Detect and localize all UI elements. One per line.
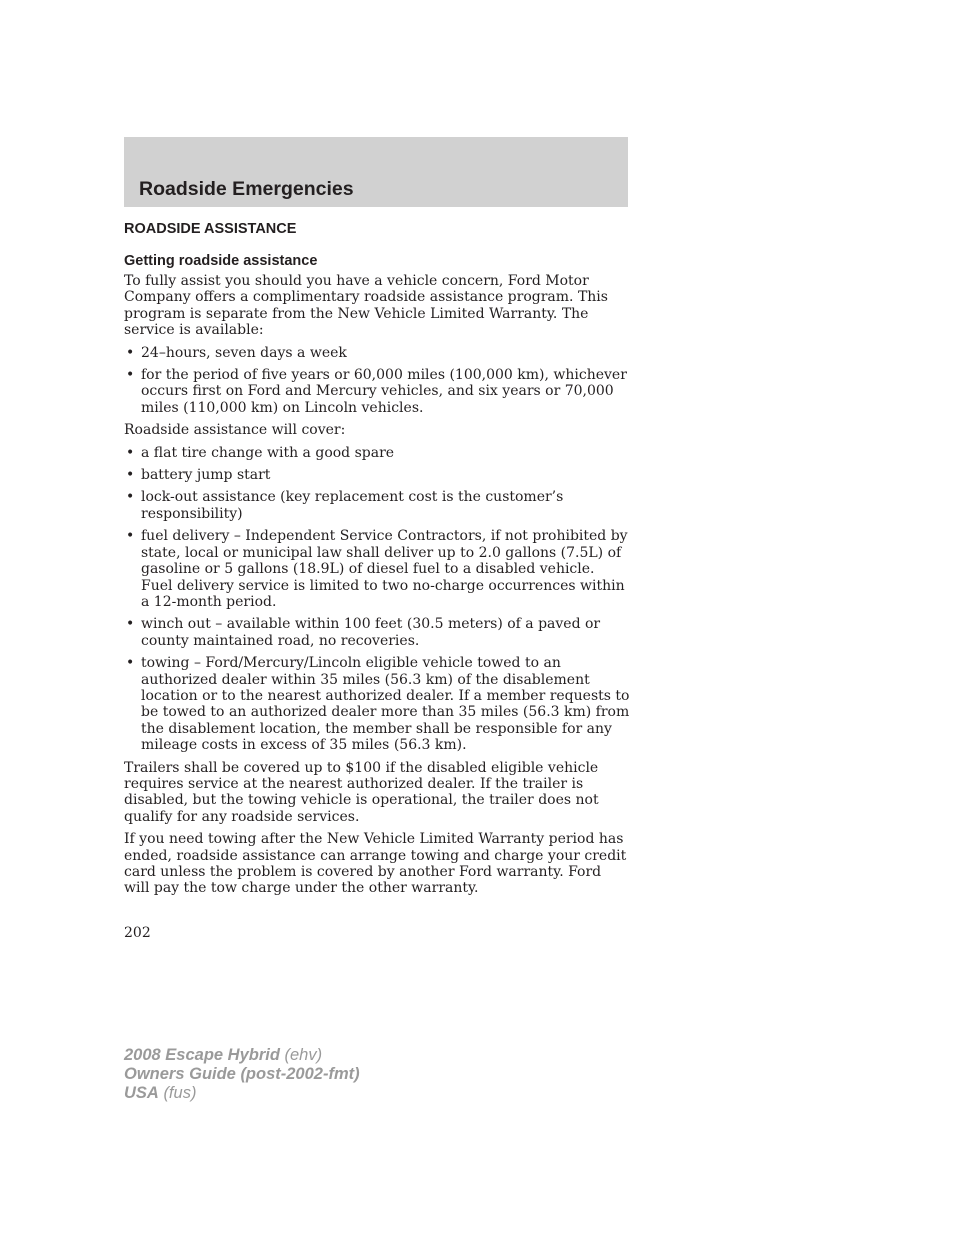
list-item — [124, 445, 630, 461]
footer-market-code: (fus) — [163, 1084, 197, 1102]
list-item-text: fuel delivery – Independent Service Contractors, if not prohibited by state, local or municipal law shall deliver up to 2.0 gallons (7.5L) of gasoline or 5 gallons (18.9L) of diesel fuel to a disabled vehicle. Fuel delivery service is limited to two no-charge occurrences within a 12-month period. — [141, 528, 628, 610]
subsection-title: Getting roadside assistance — [124, 253, 318, 269]
page-number: 202 — [124, 925, 151, 941]
bullet-icon: • — [126, 655, 135, 672]
list-item-text: 24–hours, seven days a week — [141, 344, 347, 361]
footer-guide-name: Owners Guide (post-2002-fmt) — [124, 1065, 360, 1083]
trailers-paragraph: Trailers shall be covered up to $100 if the disabled eligible vehicle requires service at the nearest authorized dealer. If the trailer is disabled, but the towing vehicle is operational, the trailer does not qualify for any roadside services. — [124, 759, 599, 825]
bullet-icon: • — [126, 367, 135, 384]
footer-line-model — [124, 1046, 360, 1065]
coverage-intro: Roadside assistance will cover: — [124, 422, 346, 439]
section-title: ROADSIDE ASSISTANCE — [124, 221, 297, 237]
list-item-text: for the period of five years or 60,000 miles (100,000 km), whichever occurs first on Ford and Mercury vehicles, and six years or 70,000 miles (110,000 km) on Lincoln vehicles. — [141, 367, 627, 416]
towing-after-paragraph: If you need towing after the New Vehicle Limited Warranty period has ended, roadside assistance can arrange towing and charge your credit card unless the problem is covered by another Ford warranty. Ford will pay the tow charge under the other warranty. — [124, 831, 627, 897]
bullet-icon: • — [126, 444, 135, 461]
list-item — [124, 655, 630, 753]
list-item — [124, 489, 630, 522]
bullet-icon: • — [126, 616, 135, 633]
footer-line-market — [124, 1084, 360, 1103]
list-item-text: lock-out assistance (key replacement cost is the customer’s responsibility) — [141, 489, 564, 522]
chapter-header-band — [124, 137, 628, 207]
page-content — [124, 219, 630, 903]
list-item — [124, 528, 630, 610]
coverage-list — [124, 445, 630, 754]
document-footer — [124, 1046, 360, 1103]
list-item-text: towing – Ford/Mercury/Lincoln eligible vehicle towed to an authorized dealer within 35 miles (56.3 km) of the disablement location or to the nearest authorized dealer. If a member requests to be towed to an authorized dealer more than 35 miles (56.3 km) from the disablement location, the member shall be responsible for any mileage costs in excess of 35 miles (56.3 km). — [141, 655, 630, 754]
footer-market-name: USA — [124, 1084, 159, 1102]
footer-model-name: 2008 Escape Hybrid — [124, 1046, 280, 1064]
list-item — [124, 367, 630, 416]
footer-model-code: (ehv) — [284, 1046, 323, 1064]
bullet-icon: • — [126, 344, 135, 361]
bullet-icon: • — [126, 528, 135, 545]
bullet-icon: • — [126, 489, 135, 506]
list-item — [124, 345, 630, 361]
chapter-title: Roadside Emergencies — [139, 178, 354, 200]
list-item — [124, 616, 630, 649]
footer-line-guide — [124, 1065, 360, 1084]
intro-paragraph: To fully assist you should you have a vehicle concern, Ford Motor Company offers a complimentary roadside assistance program. This program is separate from the New Vehicle Limited Warranty. The service is available: — [124, 273, 608, 339]
list-item-text: a flat tire change with a good spare — [141, 444, 395, 461]
list-item-text: winch out – available within 100 feet (30.5 meters) of a paved or county maintained road, no recoveries. — [141, 616, 601, 649]
list-item-text: battery jump start — [141, 467, 271, 484]
list-item — [124, 467, 630, 483]
availability-list — [124, 345, 630, 417]
bullet-icon: • — [126, 467, 135, 484]
